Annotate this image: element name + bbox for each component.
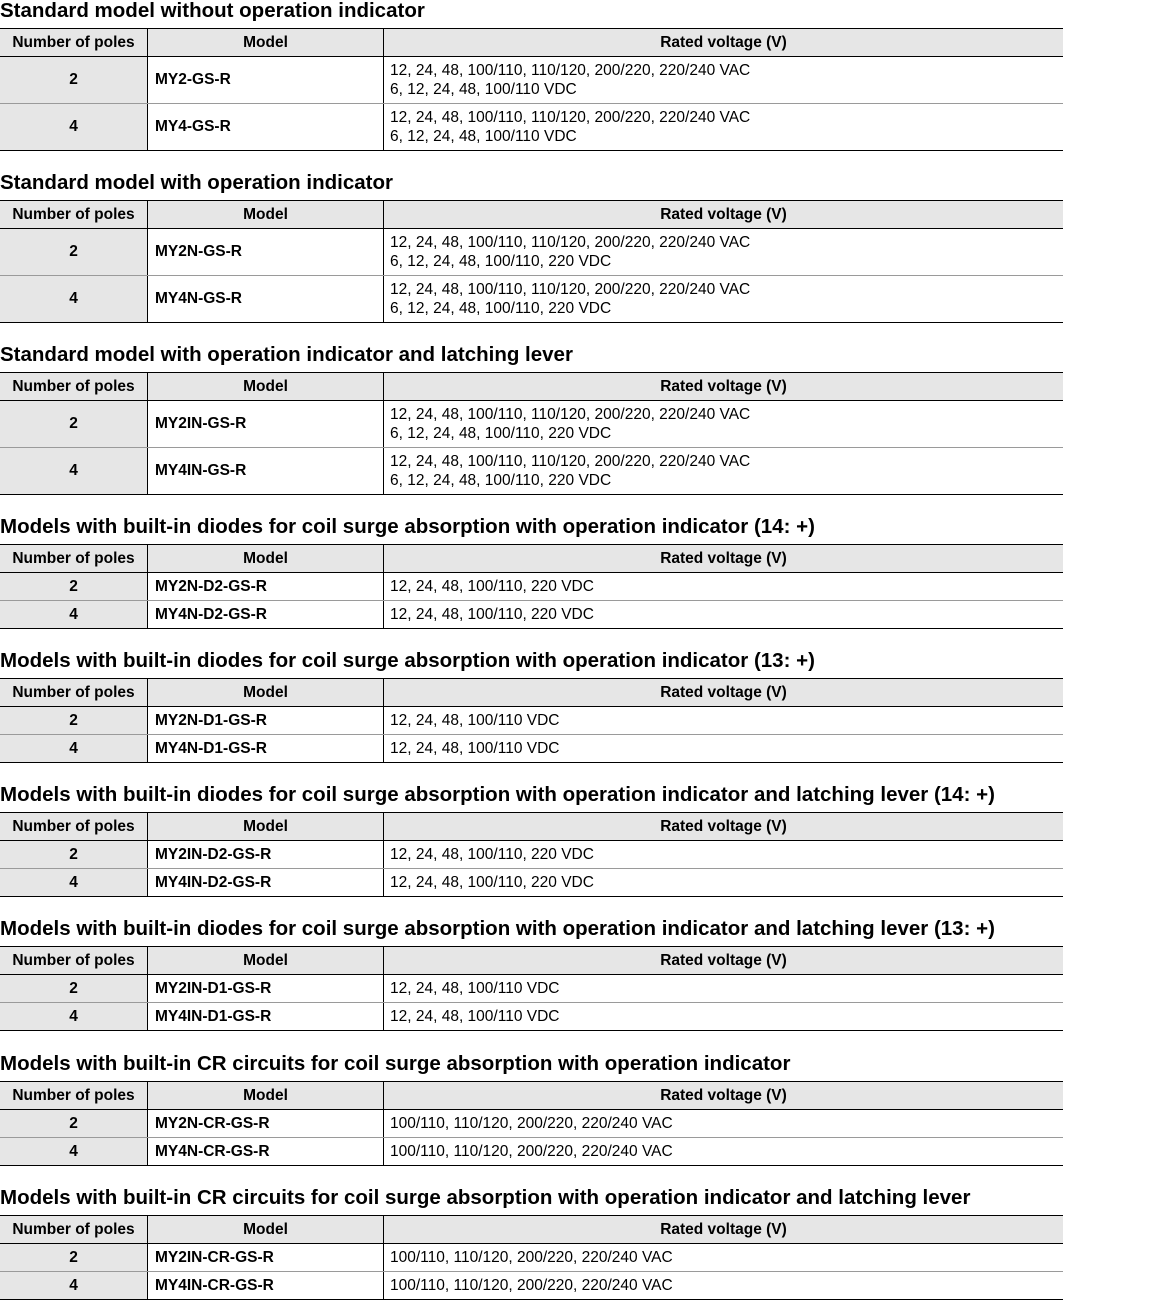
cell-poles: 2: [0, 57, 148, 104]
header-model: Model: [148, 947, 384, 975]
header-poles: Number of poles: [0, 201, 148, 229]
spec-table: [0, 372, 1063, 495]
cell-voltage: [384, 1138, 1064, 1166]
voltage-line: 12, 24, 48, 100/110 VDC: [390, 740, 560, 757]
voltage-line-ac: 12, 24, 48, 100/110, 110/120, 200/220, 220/240 VAC: [390, 62, 751, 79]
cell-model: MY2N-GS-R: [148, 229, 384, 276]
header-poles: Number of poles: [0, 1082, 148, 1110]
header-voltage: Rated voltage (V): [384, 29, 1064, 57]
section-title: Models with built-in diodes for coil surge absorption with operation indicator (14: +): [0, 515, 815, 538]
table-row: [0, 104, 1063, 151]
cell-poles: 4: [0, 276, 148, 323]
table-row: [0, 735, 1063, 763]
cell-model: MY4IN-GS-R: [148, 448, 384, 495]
cell-poles: 4: [0, 735, 148, 763]
cell-model: MY4N-CR-GS-R: [148, 1138, 384, 1166]
header-model: Model: [148, 813, 384, 841]
cell-poles: 4: [0, 869, 148, 897]
header-poles: Number of poles: [0, 679, 148, 707]
cell-model: MY2IN-GS-R: [148, 401, 384, 448]
cell-poles: 2: [0, 975, 148, 1003]
cell-voltage: [384, 448, 1064, 495]
voltage-line: 12, 24, 48, 100/110, 220 VDC: [390, 874, 594, 891]
voltage-line-ac: 12, 24, 48, 100/110, 110/120, 200/220, 220/240 VAC: [390, 109, 751, 126]
cell-model: MY2-GS-R: [148, 57, 384, 104]
header-model: Model: [148, 679, 384, 707]
table-header-row: [0, 373, 1063, 401]
cell-poles: 2: [0, 229, 148, 276]
table-row: [0, 57, 1063, 104]
table-row: [0, 1110, 1063, 1138]
table-row: [0, 448, 1063, 495]
header-voltage: Rated voltage (V): [384, 1216, 1064, 1244]
cell-poles: 2: [0, 1110, 148, 1138]
voltage-line: 12, 24, 48, 100/110 VDC: [390, 980, 560, 997]
cell-voltage: [384, 401, 1064, 448]
section-title: Models with built-in CR circuits for coil surge absorption with operation indicator and latching lever: [0, 1186, 971, 1209]
header-model: Model: [148, 545, 384, 573]
spec-table: [0, 28, 1063, 151]
cell-model: MY2IN-D1-GS-R: [148, 975, 384, 1003]
header-model: Model: [148, 29, 384, 57]
cell-model: MY2IN-D2-GS-R: [148, 841, 384, 869]
cell-voltage: [384, 841, 1064, 869]
section-title: Models with built-in CR circuits for coil surge absorption with operation indicator: [0, 1052, 791, 1075]
voltage-line: 100/110, 110/120, 200/220, 220/240 VAC: [390, 1249, 673, 1266]
table-row: [0, 841, 1063, 869]
section-title: Models with built-in diodes for coil surge absorption with operation indicator and latching lever (14: +): [0, 783, 995, 806]
table-header-row: [0, 1216, 1063, 1244]
voltage-line: 100/110, 110/120, 200/220, 220/240 VAC: [390, 1115, 673, 1132]
cell-voltage: [384, 601, 1064, 629]
spec-table: [0, 946, 1063, 1031]
table-header-row: [0, 679, 1063, 707]
spec-table: [0, 200, 1063, 323]
cell-voltage: [384, 869, 1064, 897]
cell-voltage: [384, 573, 1064, 601]
table-row: [0, 276, 1063, 323]
cell-poles: 2: [0, 1244, 148, 1272]
section-title: Models with built-in diodes for coil surge absorption with operation indicator (13: +): [0, 649, 815, 672]
cell-voltage: [384, 1003, 1064, 1031]
voltage-line: 12, 24, 48, 100/110 VDC: [390, 1008, 560, 1025]
table-header-row: [0, 545, 1063, 573]
cell-poles: 4: [0, 448, 148, 495]
header-voltage: Rated voltage (V): [384, 813, 1064, 841]
table-row: [0, 229, 1063, 276]
header-poles: Number of poles: [0, 29, 148, 57]
cell-model: MY4IN-CR-GS-R: [148, 1272, 384, 1300]
table-row: [0, 1244, 1063, 1272]
voltage-line-ac: 12, 24, 48, 100/110, 110/120, 200/220, 220/240 VAC: [390, 234, 751, 251]
cell-voltage: [384, 229, 1064, 276]
cell-voltage: [384, 1110, 1064, 1138]
cell-model: MY2N-D2-GS-R: [148, 573, 384, 601]
voltage-line: 100/110, 110/120, 200/220, 220/240 VAC: [390, 1277, 673, 1294]
table-header-row: [0, 813, 1063, 841]
header-model: Model: [148, 1082, 384, 1110]
header-voltage: Rated voltage (V): [384, 679, 1064, 707]
cell-poles: 4: [0, 601, 148, 629]
spec-table: [0, 1215, 1063, 1300]
header-voltage: Rated voltage (V): [384, 1082, 1064, 1110]
voltage-line-dc: 6, 12, 24, 48, 100/110, 220 VDC: [390, 253, 612, 270]
cell-model: MY4N-GS-R: [148, 276, 384, 323]
table-header-row: [0, 29, 1063, 57]
voltage-line-ac: 12, 24, 48, 100/110, 110/120, 200/220, 220/240 VAC: [390, 406, 751, 423]
voltage-line: 12, 24, 48, 100/110 VDC: [390, 712, 560, 729]
cell-model: MY2N-CR-GS-R: [148, 1110, 384, 1138]
cell-voltage: [384, 1244, 1064, 1272]
table-row: [0, 601, 1063, 629]
header-voltage: Rated voltage (V): [384, 201, 1064, 229]
cell-poles: 4: [0, 1003, 148, 1031]
voltage-line: 12, 24, 48, 100/110, 220 VDC: [390, 846, 594, 863]
voltage-line: 100/110, 110/120, 200/220, 220/240 VAC: [390, 1143, 673, 1160]
cell-voltage: [384, 707, 1064, 735]
header-poles: Number of poles: [0, 373, 148, 401]
section-title: Standard model with operation indicator: [0, 171, 393, 194]
cell-voltage: [384, 975, 1064, 1003]
cell-voltage: [384, 57, 1064, 104]
header-model: Model: [148, 1216, 384, 1244]
table-row: [0, 707, 1063, 735]
header-poles: Number of poles: [0, 947, 148, 975]
header-voltage: Rated voltage (V): [384, 373, 1064, 401]
cell-voltage: [384, 104, 1064, 151]
table-header-row: [0, 947, 1063, 975]
table-row: [0, 975, 1063, 1003]
cell-model: MY2IN-CR-GS-R: [148, 1244, 384, 1272]
cell-model: MY4-GS-R: [148, 104, 384, 151]
table-row: [0, 573, 1063, 601]
spec-table: [0, 1081, 1063, 1166]
table-header-row: [0, 1082, 1063, 1110]
cell-model: MY4N-D1-GS-R: [148, 735, 384, 763]
cell-voltage: [384, 1272, 1064, 1300]
table-row: [0, 869, 1063, 897]
cell-poles: 2: [0, 841, 148, 869]
voltage-line-ac: 12, 24, 48, 100/110, 110/120, 200/220, 220/240 VAC: [390, 281, 751, 298]
voltage-line: 12, 24, 48, 100/110, 220 VDC: [390, 606, 594, 623]
cell-model: MY4IN-D1-GS-R: [148, 1003, 384, 1031]
cell-poles: 4: [0, 104, 148, 151]
table-row: [0, 1003, 1063, 1031]
cell-poles: 4: [0, 1272, 148, 1300]
spec-table: [0, 678, 1063, 763]
cell-model: MY4IN-D2-GS-R: [148, 869, 384, 897]
cell-model: MY4N-D2-GS-R: [148, 601, 384, 629]
spec-table: [0, 812, 1063, 897]
header-voltage: Rated voltage (V): [384, 947, 1064, 975]
section-title: Standard model with operation indicator and latching lever: [0, 343, 573, 366]
cell-poles: 2: [0, 401, 148, 448]
voltage-line-dc: 6, 12, 24, 48, 100/110, 220 VDC: [390, 425, 612, 442]
table-row: [0, 1272, 1063, 1300]
voltage-line-dc: 6, 12, 24, 48, 100/110, 220 VDC: [390, 472, 612, 489]
spec-table: [0, 544, 1063, 629]
cell-poles: 2: [0, 573, 148, 601]
voltage-line-dc: 6, 12, 24, 48, 100/110 VDC: [390, 128, 577, 145]
table-row: [0, 401, 1063, 448]
cell-voltage: [384, 276, 1064, 323]
header-model: Model: [148, 373, 384, 401]
header-poles: Number of poles: [0, 1216, 148, 1244]
voltage-line-dc: 6, 12, 24, 48, 100/110, 220 VDC: [390, 300, 612, 317]
section-title: Models with built-in diodes for coil surge absorption with operation indicator and latching lever (13: +): [0, 917, 995, 940]
header-poles: Number of poles: [0, 813, 148, 841]
cell-model: MY2N-D1-GS-R: [148, 707, 384, 735]
header-poles: Number of poles: [0, 545, 148, 573]
voltage-line: 12, 24, 48, 100/110, 220 VDC: [390, 578, 594, 595]
table-row: [0, 1138, 1063, 1166]
voltage-line-dc: 6, 12, 24, 48, 100/110 VDC: [390, 81, 577, 98]
cell-voltage: [384, 735, 1064, 763]
header-voltage: Rated voltage (V): [384, 545, 1064, 573]
voltage-line-ac: 12, 24, 48, 100/110, 110/120, 200/220, 220/240 VAC: [390, 453, 751, 470]
section-title: Standard model without operation indicator: [0, 0, 425, 22]
cell-poles: 2: [0, 707, 148, 735]
header-model: Model: [148, 201, 384, 229]
table-header-row: [0, 201, 1063, 229]
cell-poles: 4: [0, 1138, 148, 1166]
